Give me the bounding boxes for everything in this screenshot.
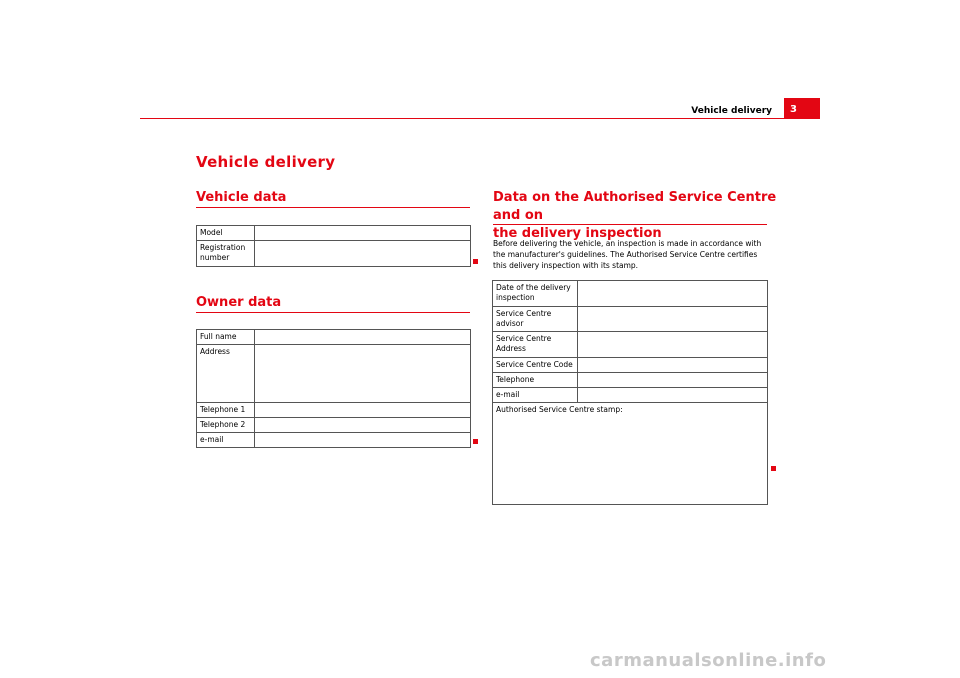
owner-full-name-field[interactable] [255, 330, 471, 345]
service-centre-stamp-label: Authorised Service Centre stamp: [496, 405, 623, 414]
vehicle-model-label: Model [197, 226, 255, 241]
service-centre-rule [493, 224, 767, 225]
delivery-inspection-paragraph: Before delivering the vehicle, an inspection is made in accordance with the manufacturer's guidelines. The Authorised Service Centre certifies this delivery inspection with its stamp. [493, 239, 762, 270]
vehicle-data-rule [196, 207, 470, 208]
header-rule [140, 118, 820, 119]
vehicle-data-heading: Vehicle data [196, 190, 287, 205]
service-centre-email-field[interactable] [578, 388, 768, 403]
table-row [197, 403, 471, 418]
section-end-marker [771, 466, 776, 471]
service-centre-address-label: Service Centre Address [493, 332, 578, 358]
service-centre-stamp-area[interactable] [493, 403, 768, 505]
owner-telephone-1-label: Telephone 1 [197, 403, 255, 418]
table-row [493, 388, 768, 403]
service-centre-telephone-label: Telephone [493, 373, 578, 388]
page-number-badge: 3 [784, 98, 820, 118]
service-centre-table [492, 280, 768, 505]
page-title: Vehicle delivery [196, 153, 336, 171]
service-centre-heading-line-1: Data on the Authorised Service Centre and on [493, 190, 777, 223]
service-centre-email-label: e-mail [493, 388, 578, 403]
inspection-date-label: Date of the delivery inspection [493, 281, 578, 307]
service-centre-code-field[interactable] [578, 358, 768, 373]
table-row [493, 373, 768, 388]
service-centre-telephone-field[interactable] [578, 373, 768, 388]
vehicle-registration-label: Registration number [197, 241, 255, 267]
owner-data-rule [196, 312, 470, 313]
watermark: carmanualsonline.info [590, 650, 827, 671]
service-centre-code-label: Service Centre Code [493, 358, 578, 373]
inspection-date-field[interactable] [578, 281, 768, 307]
owner-address-field[interactable] [255, 345, 471, 403]
table-row [493, 307, 768, 332]
vehicle-registration-field[interactable] [255, 241, 471, 267]
owner-email-field[interactable] [255, 433, 471, 448]
owner-full-name-label: Full name [197, 330, 255, 345]
vehicle-data-table [196, 225, 471, 267]
running-header-title: Vehicle delivery [691, 106, 772, 116]
owner-email-label: e-mail [197, 433, 255, 448]
owner-data-table [196, 329, 471, 448]
table-row [493, 332, 768, 358]
owner-telephone-2-field[interactable] [255, 418, 471, 433]
service-centre-advisor-label: Service Centre advisor [493, 307, 578, 332]
section-end-marker [473, 439, 478, 444]
service-centre-heading-line-2: the delivery inspection [493, 226, 662, 241]
table-row [197, 418, 471, 433]
owner-address-label: Address [197, 345, 255, 403]
vehicle-model-field[interactable] [255, 226, 471, 241]
owner-telephone-1-field[interactable] [255, 403, 471, 418]
service-centre-address-field[interactable] [578, 332, 768, 358]
table-row [493, 403, 768, 505]
owner-data-heading: Owner data [196, 295, 282, 310]
service-centre-heading [493, 189, 783, 243]
owner-telephone-2-label: Telephone 2 [197, 418, 255, 433]
table-row [197, 433, 471, 448]
table-row [493, 281, 768, 307]
table-row [197, 241, 471, 267]
section-end-marker [473, 259, 478, 264]
table-row [197, 226, 471, 241]
table-row [493, 358, 768, 373]
table-row [197, 345, 471, 403]
table-row [197, 330, 471, 345]
service-centre-advisor-field[interactable] [578, 307, 768, 332]
